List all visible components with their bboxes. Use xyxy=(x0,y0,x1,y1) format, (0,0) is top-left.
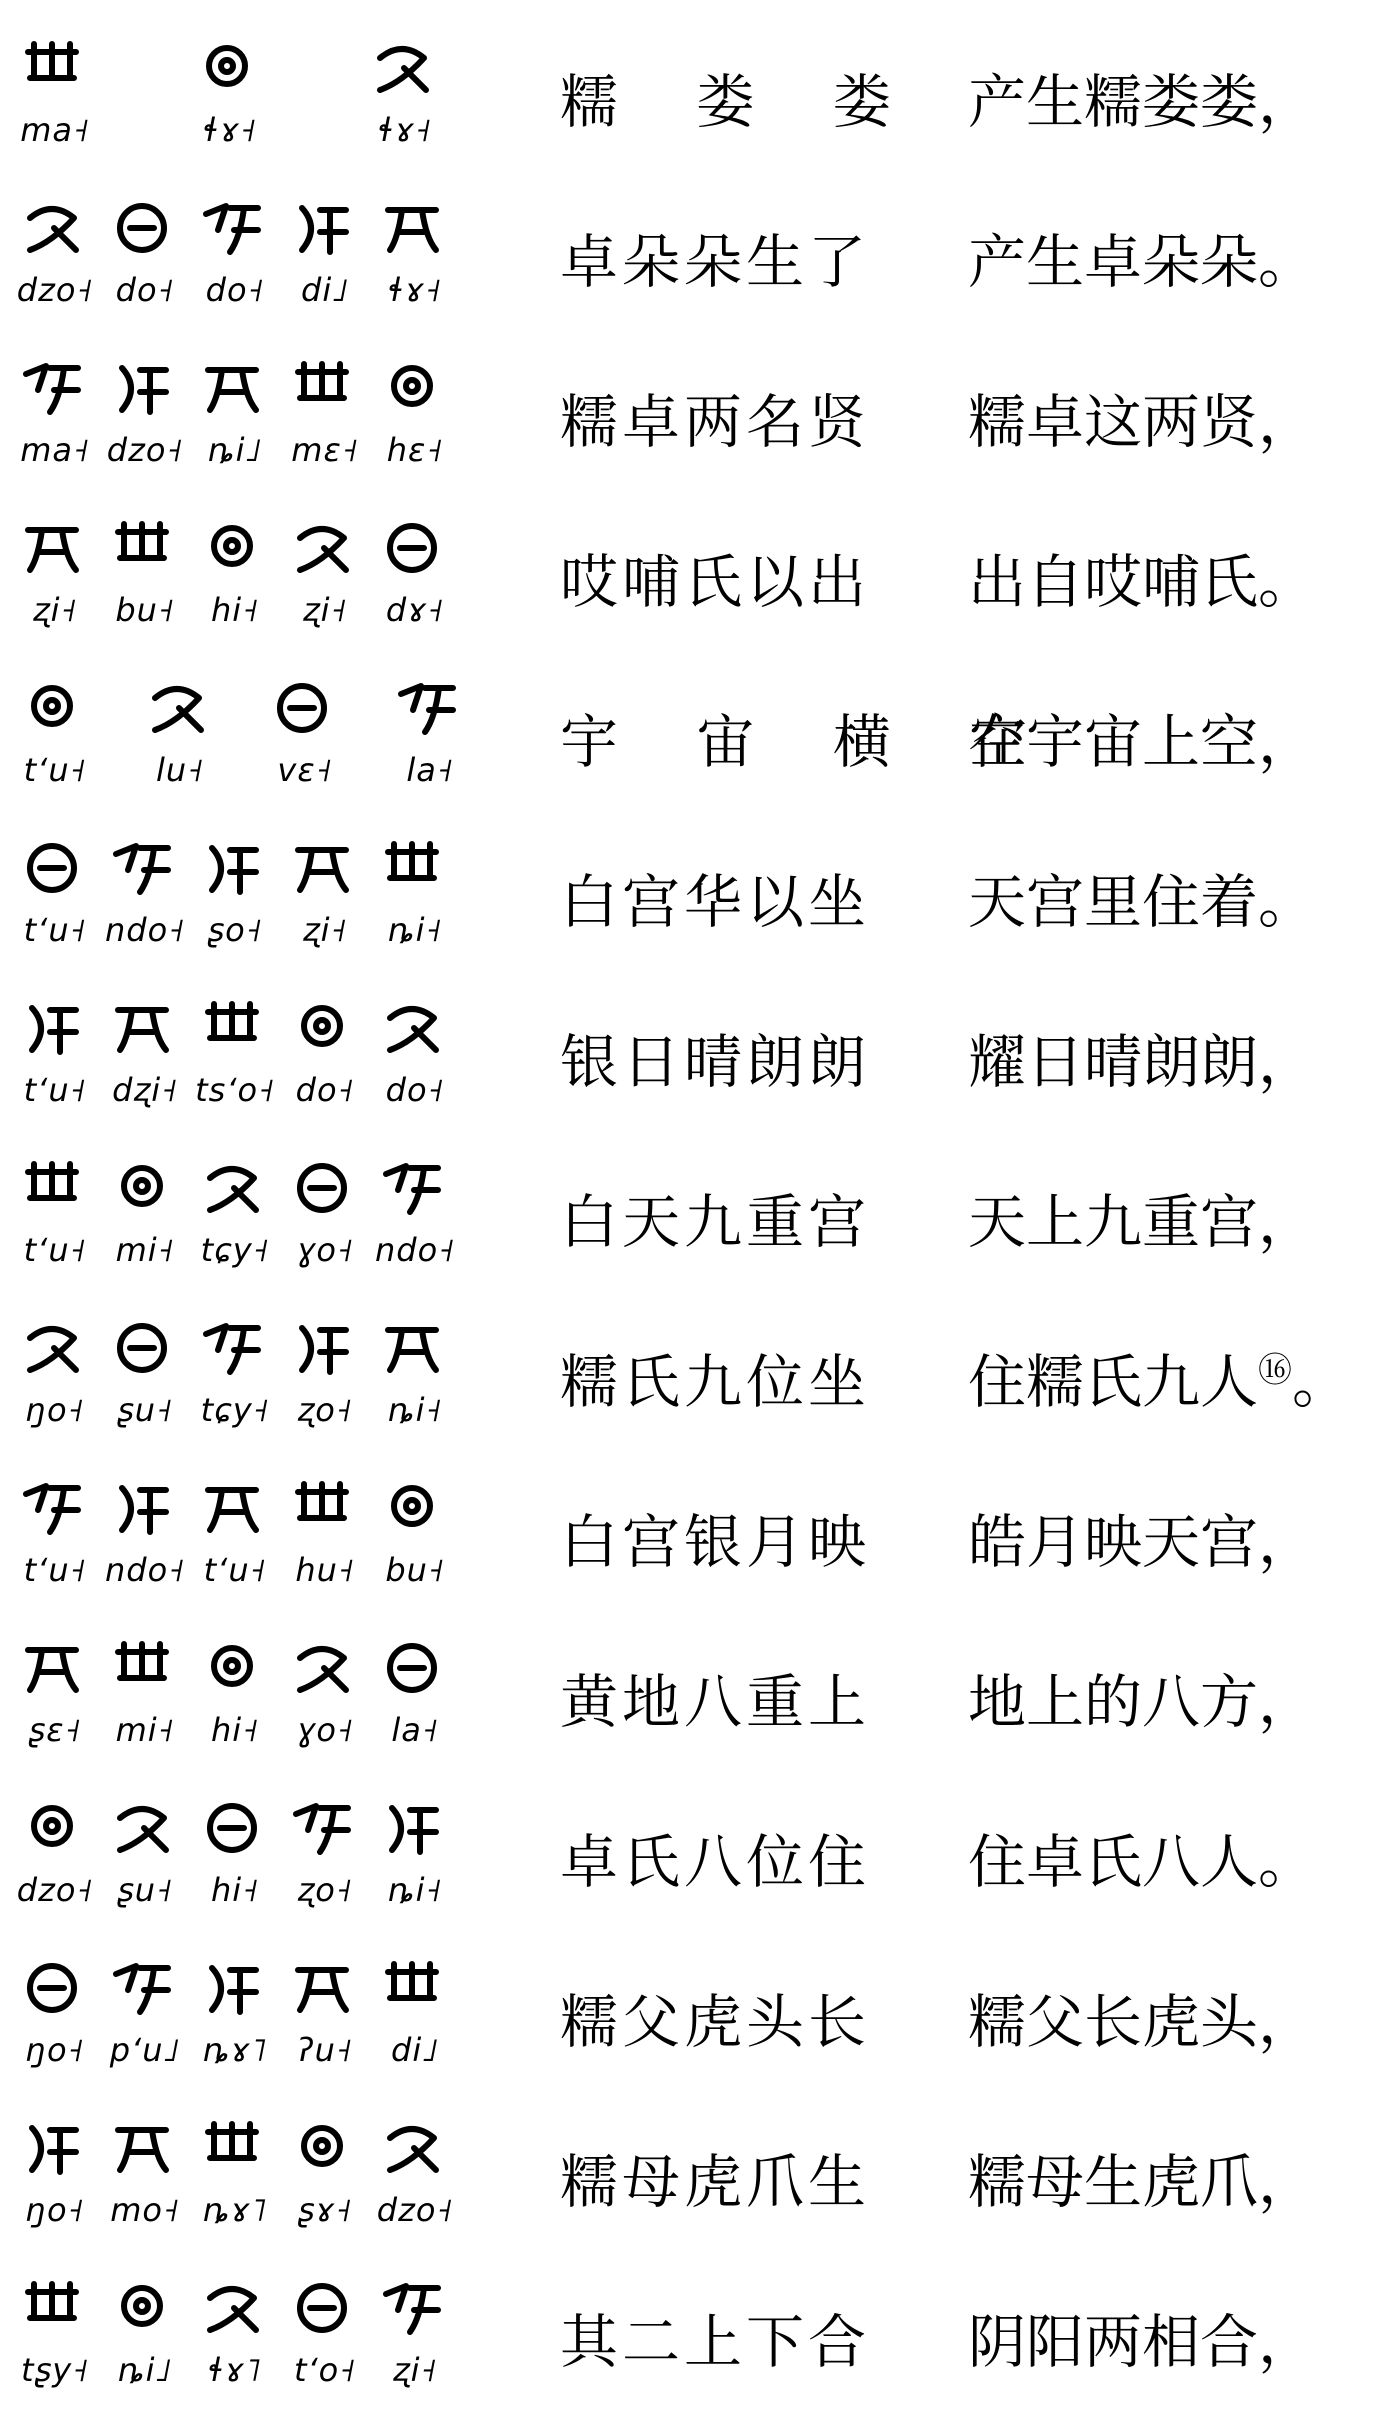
yi-glyph-image xyxy=(20,198,92,258)
translation-text: 出自哎哺氏。 xyxy=(968,548,1317,616)
yi-phonetic: mo˧ xyxy=(110,2191,180,2229)
yi-phonetic: mɛ˧ xyxy=(291,431,359,469)
yi-phonetic: hi˧ xyxy=(211,1711,259,1749)
literal-gloss: 其二上下合 xyxy=(560,2308,871,2376)
yi-phonetic: ʐi˧ xyxy=(302,911,348,949)
yi-phonetic: tʻo˧ xyxy=(293,2351,357,2389)
yi-script-line xyxy=(20,1638,450,1768)
yi-phonetic: bu˧ xyxy=(385,1551,445,1589)
yi-script-line xyxy=(16,198,450,328)
yi-phonetic: ndo˧ xyxy=(375,1231,455,1269)
yi-phonetic: dzo˧ xyxy=(16,1871,94,1909)
literal-gloss: 哎哺氏以出 xyxy=(560,548,871,616)
free-translation xyxy=(968,1026,1316,1098)
yi-phonetic: ʐi˧ xyxy=(392,2351,438,2389)
yi-glyph-image xyxy=(380,358,452,418)
yi-glyph-image xyxy=(145,678,217,738)
verse-row xyxy=(0,2260,1379,2420)
yi-phonetic: ʂo˧ xyxy=(207,911,263,949)
yi-phonetic: ɬɤ˧ xyxy=(378,111,432,149)
yi-glyph-image xyxy=(110,1478,182,1538)
yi-glyph-image xyxy=(110,1638,182,1698)
yi-glyph-image xyxy=(20,1158,92,1218)
yi-script-line xyxy=(20,678,454,808)
verse-row xyxy=(0,2100,1379,2260)
yi-phonetic: tsʻo˧ xyxy=(195,1071,275,1109)
yi-phonetic: di˩ xyxy=(391,2031,439,2069)
translation-punctuation: 。 xyxy=(1292,1348,1351,1416)
yi-phonetic: ȵɤ˥ xyxy=(202,2191,268,2229)
yi-phonetic: mi˧ xyxy=(115,1711,175,1749)
yi-phonetic: dzo˧ xyxy=(16,271,94,309)
free-translation xyxy=(968,66,1316,138)
yi-phonetic: ȵi˧ xyxy=(387,911,443,949)
yi-phonetic: do˧ xyxy=(115,271,175,309)
yi-phonetic: ndo˧ xyxy=(105,1551,185,1589)
yi-phonetic: ʐi˧ xyxy=(302,591,348,629)
yi-glyph-image xyxy=(110,1958,182,2018)
yi-phonetic: tʻu˧ xyxy=(23,911,87,949)
yi-phonetic: ma˧ xyxy=(20,431,90,469)
yi-script-line xyxy=(20,998,450,1128)
free-translation xyxy=(968,1826,1316,1898)
yi-phonetic: vɛ˧ xyxy=(277,751,333,789)
verse-row xyxy=(0,20,1379,180)
yi-script-line xyxy=(16,1798,450,1928)
yi-glyph-image xyxy=(200,2278,272,2338)
yi-glyph-image xyxy=(290,1958,362,2018)
verse-row xyxy=(0,340,1379,500)
yi-script-line xyxy=(20,838,450,968)
yi-phonetic: tʻu˧ xyxy=(23,1071,87,1109)
yi-phonetic: ɣo˧ xyxy=(296,1231,354,1269)
yi-phonetic: bu˧ xyxy=(115,591,175,629)
yi-phonetic: ʐo˧ xyxy=(297,1871,353,1909)
yi-glyph-image xyxy=(290,518,362,578)
yi-phonetic: ȵi˧ xyxy=(387,1391,443,1429)
yi-phonetic: tʻu˧ xyxy=(23,1551,87,1589)
literal-gloss: 卓朵朵生了 xyxy=(560,228,871,296)
free-translation xyxy=(968,2306,1316,2378)
yi-glyph-image xyxy=(20,998,92,1058)
literal-gloss: 白天九重宫 xyxy=(560,1188,871,1256)
free-translation xyxy=(968,1346,1350,1418)
yi-glyph-image xyxy=(200,2118,272,2178)
yi-phonetic: tʻu˧ xyxy=(203,1551,267,1589)
yi-glyph-image xyxy=(290,1158,362,1218)
yi-glyph-image xyxy=(20,1798,92,1858)
literal-gloss: 糯母虎爪生 xyxy=(560,2148,871,2216)
yi-script-line xyxy=(20,2278,450,2408)
yi-glyph-image xyxy=(20,2278,92,2338)
yi-phonetic: ȵi˧ xyxy=(387,1871,443,1909)
yi-glyph-image xyxy=(200,1958,272,2018)
literal-gloss: 宇 宙 横 空 xyxy=(560,708,1058,776)
yi-script-line xyxy=(20,1318,450,1448)
free-translation xyxy=(968,2146,1316,2218)
yi-phonetic: ʐi˧ xyxy=(32,591,78,629)
verse-row xyxy=(0,180,1379,340)
translation-text: 住糯氏九人 xyxy=(968,1348,1259,1416)
yi-phonetic: do˧ xyxy=(295,1071,355,1109)
yi-glyph-image xyxy=(110,998,182,1058)
yi-glyph-image xyxy=(290,838,362,898)
yi-glyph-image xyxy=(290,358,362,418)
yi-glyph-image xyxy=(200,358,272,418)
free-translation xyxy=(968,546,1316,618)
yi-glyph-image xyxy=(380,1478,452,1538)
yi-script-line xyxy=(20,518,450,648)
literal-gloss: 糯 娄 娄 xyxy=(560,68,921,136)
yi-glyph-image xyxy=(290,1478,362,1538)
yi-glyph-image xyxy=(110,838,182,898)
free-translation xyxy=(968,1506,1316,1578)
yi-phonetic: tʂy˧ xyxy=(21,2351,89,2389)
yi-phonetic: do˧ xyxy=(205,271,265,309)
yi-phonetic: tɕy˧ xyxy=(200,1231,270,1269)
yi-phonetic: mi˧ xyxy=(115,1231,175,1269)
yi-phonetic: hi˧ xyxy=(211,591,259,629)
yi-phonetic: ɣo˧ xyxy=(296,1711,354,1749)
literal-gloss: 银日晴朗朗 xyxy=(560,1028,871,1096)
translation-text: 糯卓这两贤， xyxy=(968,388,1317,456)
yi-script-line xyxy=(20,1478,450,1608)
translation-text: 阴阳两相合， xyxy=(968,2308,1317,2376)
yi-glyph-image xyxy=(200,1158,272,1218)
yi-glyph-image xyxy=(200,198,272,258)
yi-glyph-image xyxy=(270,678,342,738)
yi-glyph-image xyxy=(380,1798,452,1858)
yi-glyph-image xyxy=(110,1318,182,1378)
literal-gloss: 卓氏八位住 xyxy=(560,1828,871,1896)
yi-script-line xyxy=(20,358,450,488)
literal-gloss: 糯父虎头长 xyxy=(560,1988,871,2056)
translation-text: 糯父长虎头， xyxy=(968,1988,1317,2056)
literal-gloss: 白宫华以坐 xyxy=(560,868,871,936)
yi-glyph-image xyxy=(20,358,92,418)
translation-text: 天上九重宫， xyxy=(968,1188,1317,1256)
free-translation xyxy=(968,706,1316,778)
verse-row xyxy=(0,980,1379,1140)
yi-glyph-image xyxy=(380,518,452,578)
yi-phonetic: ʂu˧ xyxy=(117,1871,173,1909)
yi-glyph-image xyxy=(290,198,362,258)
verse-row xyxy=(0,660,1379,820)
free-translation xyxy=(968,1186,1316,1258)
yi-glyph-image xyxy=(380,2278,452,2338)
yi-script-line xyxy=(20,2118,454,2248)
verse-row xyxy=(0,820,1379,980)
free-translation xyxy=(968,226,1316,298)
yi-glyph-image xyxy=(380,1318,452,1378)
yi-glyph-image xyxy=(290,1798,362,1858)
verse-row xyxy=(0,1300,1379,1460)
yi-glyph-image xyxy=(110,1158,182,1218)
yi-phonetic: ɬɤ˥ xyxy=(208,2351,262,2389)
yi-glyph-image xyxy=(290,2118,362,2178)
yi-script-line xyxy=(20,1158,455,1288)
verse-row xyxy=(0,1460,1379,1620)
yi-glyph-image xyxy=(110,198,182,258)
yi-glyph-image xyxy=(380,998,452,1058)
yi-glyph-image xyxy=(20,678,92,738)
yi-glyph-image xyxy=(20,1638,92,1698)
yi-glyph-image xyxy=(200,1798,272,1858)
yi-glyph-image xyxy=(290,1638,362,1698)
yi-phonetic: dʐi˧ xyxy=(112,1071,178,1109)
translation-text: 产生糯娄娄， xyxy=(968,68,1317,136)
yi-phonetic: do˧ xyxy=(385,1071,445,1109)
yi-phonetic: ŋo˧ xyxy=(25,2031,85,2069)
yi-glyph-image xyxy=(380,1638,452,1698)
yi-phonetic: ȵi˩ xyxy=(117,2351,173,2389)
verse-row xyxy=(0,500,1379,660)
yi-glyph-image xyxy=(290,2278,362,2338)
yi-script-line xyxy=(20,1958,450,2088)
translation-text: 产生卓朵朵。 xyxy=(968,228,1317,296)
yi-glyph-image xyxy=(200,1318,272,1378)
yi-phonetic: ɬɤ˧ xyxy=(388,271,442,309)
yi-phonetic: la˧ xyxy=(391,1711,439,1749)
verse-row xyxy=(0,1940,1379,2100)
yi-glyph-image xyxy=(200,1478,272,1538)
yi-phonetic: tɕy˧ xyxy=(200,1391,270,1429)
yi-glyph-image xyxy=(20,1478,92,1538)
yi-phonetic: ȵɤ˥ xyxy=(202,2031,268,2069)
yi-phonetic: di˩ xyxy=(301,271,349,309)
verse-row xyxy=(0,1620,1379,1780)
yi-glyph-image xyxy=(380,1158,452,1218)
yi-phonetic: ʂu˧ xyxy=(117,1391,173,1429)
yi-phonetic: ndo˧ xyxy=(105,911,185,949)
yi-phonetic: hɛ˧ xyxy=(386,431,444,469)
yi-glyph-image xyxy=(20,38,92,98)
yi-phonetic: ȵi˩ xyxy=(207,431,263,469)
yi-glyph-image xyxy=(380,198,452,258)
yi-glyph-image xyxy=(195,38,267,98)
free-translation xyxy=(968,1666,1316,1738)
translation-text: 糯母生虎爪， xyxy=(968,2148,1317,2216)
translation-text: 地上的八方， xyxy=(968,1668,1317,1736)
yi-glyph-image xyxy=(200,518,272,578)
yi-phonetic: ɬɤ˧ xyxy=(203,111,257,149)
translation-text: 皓月映天宫， xyxy=(968,1508,1317,1576)
yi-phonetic: dzo˧ xyxy=(376,2191,454,2229)
yi-glyph-image xyxy=(200,998,272,1058)
yi-glyph-image xyxy=(380,1958,452,2018)
yi-glyph-image xyxy=(380,2118,452,2178)
yi-phonetic: hu˧ xyxy=(295,1551,355,1589)
yi-script-line xyxy=(20,38,450,168)
yi-glyph-image xyxy=(395,678,467,738)
yi-glyph-image xyxy=(20,1958,92,2018)
yi-phonetic: ŋo˧ xyxy=(25,2191,85,2229)
yi-phonetic: ma˧ xyxy=(20,111,90,149)
literal-gloss: 糯卓两名贤 xyxy=(560,388,871,456)
translation-text: 在宇宙上空， xyxy=(968,708,1317,776)
yi-glyph-image xyxy=(20,838,92,898)
verse-row xyxy=(0,1780,1379,1940)
yi-phonetic: ŋo˧ xyxy=(25,1391,85,1429)
yi-phonetic: tʻu˧ xyxy=(23,1231,87,1269)
yi-phonetic: la˧ xyxy=(406,751,454,789)
yi-glyph-image xyxy=(20,518,92,578)
yi-phonetic: ʂɛ˧ xyxy=(28,1711,82,1749)
yi-glyph-image xyxy=(20,1318,92,1378)
literal-gloss: 糯氏九位坐 xyxy=(560,1348,871,1416)
yi-phonetic: ʔu˧ xyxy=(297,2031,353,2069)
translation-text: 耀日晴朗朗， xyxy=(968,1028,1317,1096)
yi-glyph-image xyxy=(20,2118,92,2178)
yi-phonetic: lu˧ xyxy=(156,751,204,789)
free-translation xyxy=(968,866,1316,938)
free-translation xyxy=(968,1986,1316,2058)
verse-row xyxy=(0,1140,1379,1300)
yi-phonetic: dzo˧ xyxy=(106,431,184,469)
yi-glyph-image xyxy=(200,838,272,898)
yi-phonetic: dɤ˧ xyxy=(385,591,445,629)
yi-phonetic: tʻu˧ xyxy=(23,751,87,789)
yi-phonetic: ʐo˧ xyxy=(297,1391,353,1429)
yi-glyph-image xyxy=(110,2278,182,2338)
yi-glyph-image xyxy=(290,998,362,1058)
yi-glyph-image xyxy=(370,38,442,98)
yi-glyph-image xyxy=(290,1318,362,1378)
yi-glyph-image xyxy=(110,518,182,578)
yi-glyph-image xyxy=(110,2118,182,2178)
translation-text: 住卓氏八人。 xyxy=(968,1828,1317,1896)
yi-phonetic: ʂɤ˧ xyxy=(297,2191,353,2229)
yi-glyph-image xyxy=(380,838,452,898)
literal-gloss: 黄地八重上 xyxy=(560,1668,871,1736)
yi-phonetic: pʻu˩ xyxy=(109,2031,181,2069)
yi-glyph-image xyxy=(110,1798,182,1858)
yi-phonetic: hi˧ xyxy=(211,1871,259,1909)
yi-glyph-image xyxy=(200,1638,272,1698)
literal-gloss: 白宫银月映 xyxy=(560,1508,871,1576)
translation-text: 天宫里住着。 xyxy=(968,868,1317,936)
footnote-marker[interactable]: ⑯ xyxy=(1258,1350,1293,1391)
yi-glyph-image xyxy=(110,358,182,418)
free-translation xyxy=(968,386,1316,458)
